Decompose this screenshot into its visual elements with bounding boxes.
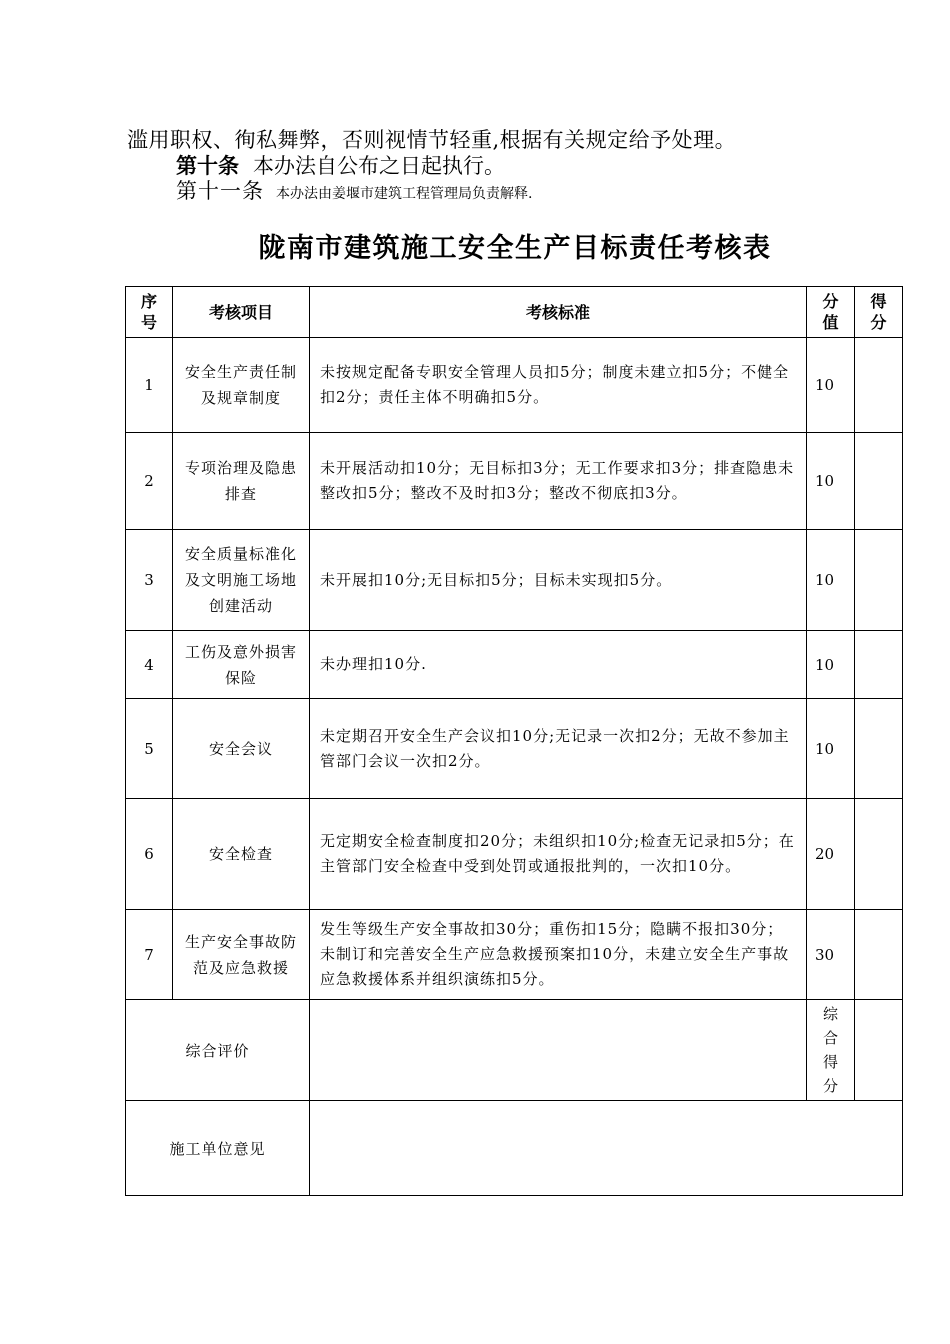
row-item: 安全会议 — [173, 699, 310, 799]
row-score-cell[interactable] — [855, 338, 903, 433]
row-standard: 发生等级生产安全事故扣30分；重伤扣15分；隐瞒不报扣30分；未制订和完善安全生产应急救援预案扣10分，未建立安全生产事故应急救援体系并组织演练扣5分。 — [310, 910, 807, 1000]
row-score-cell[interactable] — [855, 631, 903, 699]
row-seq: 7 — [126, 910, 173, 1000]
row-seq: 4 — [126, 631, 173, 699]
table-header-row — [126, 287, 903, 338]
table-row — [126, 530, 903, 631]
header-seq: 序号 — [126, 287, 173, 338]
row-score-cell[interactable] — [855, 699, 903, 799]
table-row — [126, 799, 903, 910]
row-item: 安全质量标准化及文明施工场地创建活动 — [173, 530, 310, 631]
table-row — [126, 699, 903, 799]
row-score-cell[interactable] — [855, 799, 903, 910]
row-points: 20 — [807, 799, 855, 910]
row-item: 安全生产责任制及规章制度 — [173, 338, 310, 433]
row-standard: 未开展扣10分;无目标扣5分；目标未实现扣5分。 — [310, 530, 807, 631]
row-score-cell[interactable] — [855, 910, 903, 1000]
row-seq: 2 — [126, 433, 173, 530]
assessment-table — [125, 286, 903, 1196]
row-standard: 未办理扣10分. — [310, 631, 807, 699]
unit-opinion-row — [126, 1101, 903, 1196]
overall-score-cell[interactable] — [855, 1000, 903, 1101]
table-row — [126, 338, 903, 433]
row-points: 10 — [807, 530, 855, 631]
article-11 — [176, 175, 532, 205]
overall-score-label: 综合得分 — [807, 1000, 855, 1101]
row-standard: 未定期召开安全生产会议扣10分;无记录一次扣2分；无故不参加主管部门会议一次扣2分。 — [310, 699, 807, 799]
preamble-line: 滥用职权、徇私舞弊，否则视情节轻重,根据有关规定给予处理。 — [127, 128, 737, 152]
row-item: 安全检查 — [173, 799, 310, 910]
unit-opinion-label: 施工单位意见 — [126, 1101, 310, 1196]
row-points: 10 — [807, 433, 855, 530]
row-seq: 1 — [126, 338, 173, 433]
article-11-label: 第十一条 — [176, 179, 264, 203]
row-item: 生产安全事故防范及应急救援 — [173, 910, 310, 1000]
row-points: 10 — [807, 699, 855, 799]
unit-opinion-cell[interactable] — [310, 1101, 903, 1196]
row-points: 10 — [807, 631, 855, 699]
table-row — [126, 910, 903, 1000]
row-points: 10 — [807, 338, 855, 433]
article-10-label: 第十条 — [176, 153, 239, 178]
row-standard: 未按规定配备专职安全管理人员扣5分；制度未建立扣5分；不健全扣2分；责任主体不明确扣5分。 — [310, 338, 807, 433]
header-points: 分值 — [807, 287, 855, 338]
overall-evaluation-cell[interactable] — [310, 1000, 807, 1101]
row-item: 工伤及意外损害保险 — [173, 631, 310, 699]
page-title: 陇南市建筑施工安全生产目标责任考核表 — [258, 233, 772, 264]
article-11-text: 本办法由姜堰市建筑工程管理局负责解释. — [276, 186, 533, 202]
table-row — [126, 631, 903, 699]
header-standard: 考核标准 — [310, 287, 807, 338]
row-standard: 无定期安全检查制度扣20分；未组织扣10分;检查无记录扣5分；在主管部门安全检查中受到处罚或通报批判的，一次扣10分。 — [310, 799, 807, 910]
article-10-text: 本办法自公布之日起执行。 — [253, 154, 505, 178]
header-score: 得分 — [855, 287, 903, 338]
row-item: 专项治理及隐患排查 — [173, 433, 310, 530]
row-seq: 3 — [126, 530, 173, 631]
header-item: 考核项目 — [173, 287, 310, 338]
table-row — [126, 433, 903, 530]
row-score-cell[interactable] — [855, 530, 903, 631]
overall-evaluation-row — [126, 1000, 903, 1101]
row-seq: 6 — [126, 799, 173, 910]
row-points: 30 — [807, 910, 855, 1000]
overall-evaluation-label: 综合评价 — [126, 1000, 310, 1101]
row-seq: 5 — [126, 699, 173, 799]
row-standard: 未开展活动扣10分；无目标扣3分；无工作要求扣3分；排查隐患未整改扣5分；整改不及时扣3分；整改不彻底扣3分。 — [310, 433, 807, 530]
row-score-cell[interactable] — [855, 433, 903, 530]
